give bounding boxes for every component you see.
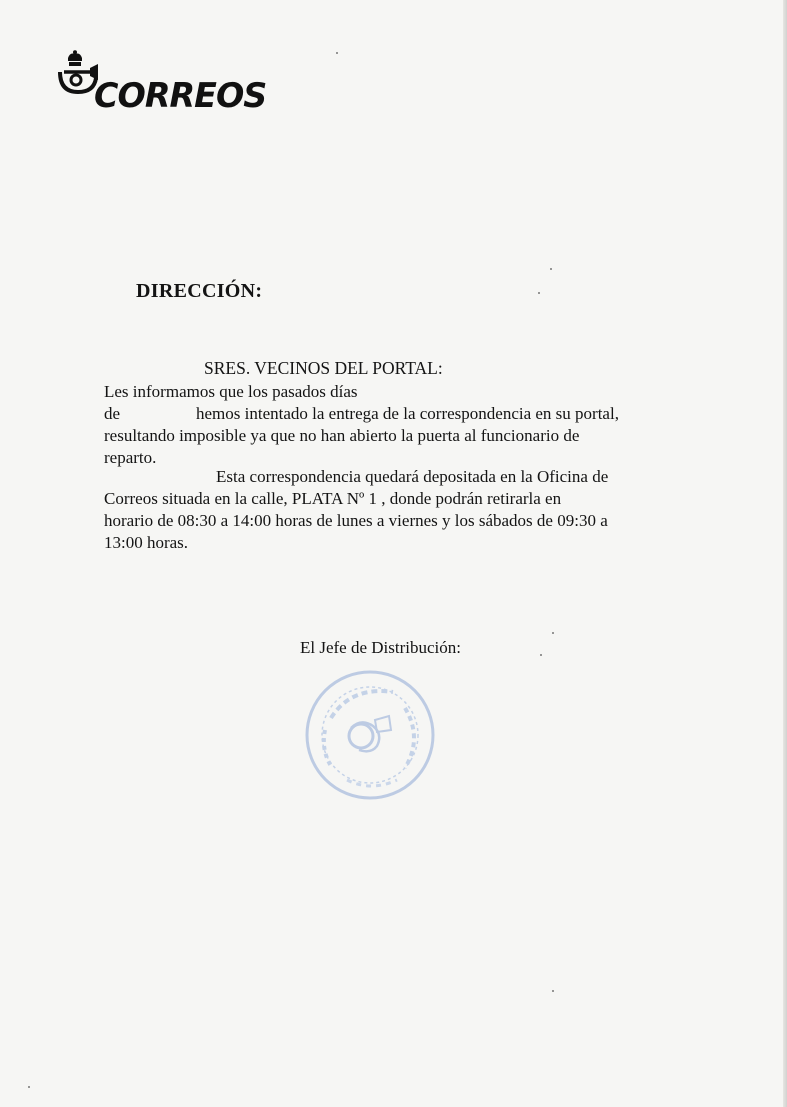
paper-speck (552, 990, 554, 992)
address-heading: DIRECCIÓN: (136, 280, 263, 302)
paper-speck (552, 632, 554, 634)
paragraph1-line1: Les informamos que los pasados días (104, 382, 358, 401)
salutation: SRES. VECINOS DEL PORTAL: (204, 358, 443, 378)
postal-office-seal-icon (301, 668, 439, 802)
correos-logo (56, 50, 286, 120)
paper-edge (783, 0, 787, 1107)
paragraph2-line3: horario de 08:30 a 14:00 horas de lunes a viernes y los sábados de 09:30 a (104, 511, 608, 530)
paper-speck (28, 1086, 30, 1088)
paragraph2-line1: Esta correspondencia quedará depositada en la Oficina de (216, 467, 609, 486)
paper-speck (550, 268, 552, 270)
paragraph2-line4: 13:00 horas. (104, 533, 189, 552)
paragraph2-line2: Correos situada en la calle, PLATA Nº 1 , donde podrán retirarla en (104, 489, 562, 508)
paragraph1-line2-prefix: de (104, 404, 121, 423)
paper-speck (336, 52, 338, 54)
post-horn-crown-icon (56, 50, 98, 98)
paper-speck (540, 654, 542, 656)
paragraph1-line4: reparto. (104, 448, 157, 467)
brand-name: CORREOS (94, 76, 267, 116)
paragraph1-line2: hemos intentado la entrega de la correspondencia en su portal, (196, 404, 619, 423)
paper-speck (538, 292, 540, 294)
paragraph1-line3: resultando imposible ya que no han abierto la puerta al funcionario de (104, 426, 580, 445)
signature-title: El Jefe de Distribución: (300, 638, 461, 657)
